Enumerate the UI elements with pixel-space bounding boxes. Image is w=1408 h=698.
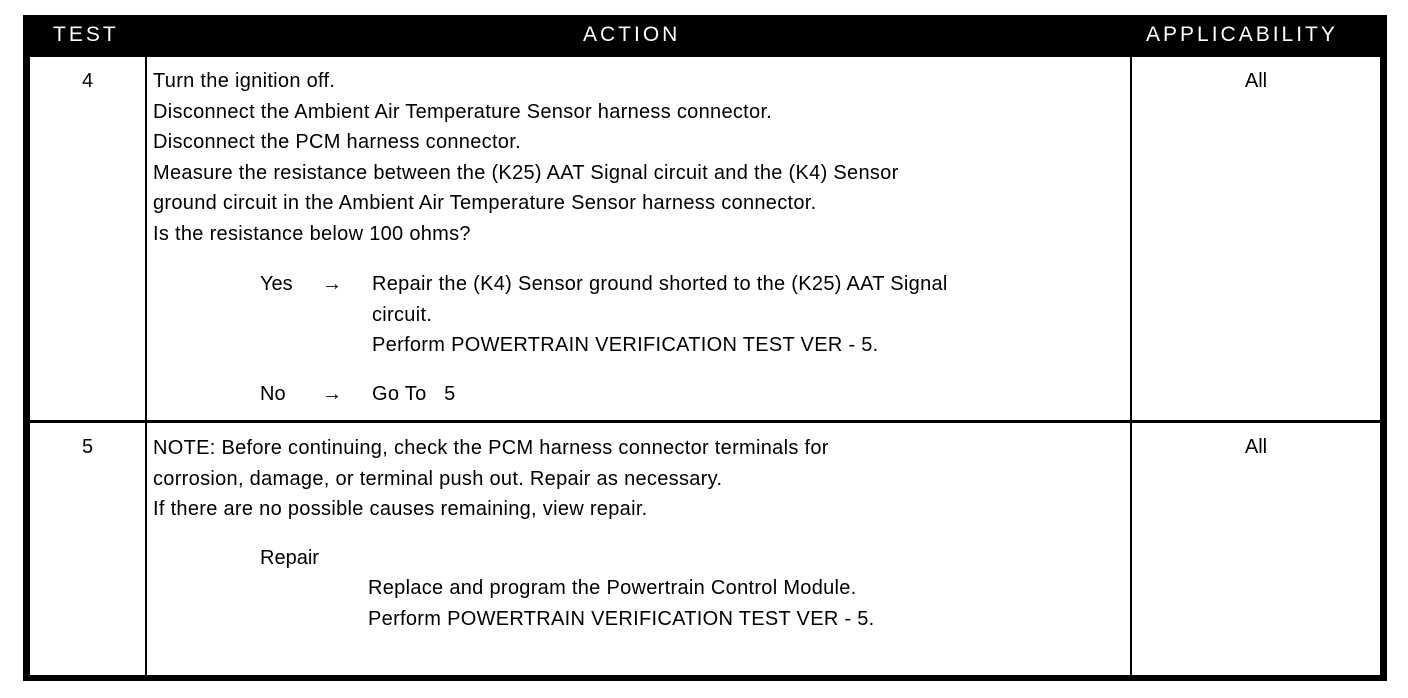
- action-line: NOTE: Before continuing, check the PCM harness connector terminals for: [153, 437, 829, 459]
- table-header: [23, 15, 1387, 55]
- header-test: TEST: [53, 23, 119, 46]
- action-line: Measure the resistance between the (K25) AAT Signal circuit and the (K4) Sensor: [153, 161, 899, 184]
- test-number-cell: [30, 423, 145, 675]
- action-line: Turn the ignition off.: [153, 70, 336, 92]
- test-number-cell: [30, 57, 145, 420]
- applicability-cell: [1132, 423, 1380, 675]
- yes-arrow: →: [322, 273, 342, 295]
- test-number: 5: [81, 436, 94, 458]
- applicability-value: All: [1244, 70, 1268, 92]
- applicability-cell: [1132, 57, 1380, 420]
- repair-line: Perform POWERTRAIN VERIFICATION TEST VER - 5.: [368, 607, 875, 630]
- header-applicability: APPLICABILITY: [1146, 23, 1338, 46]
- yes-response: [372, 269, 948, 361]
- no-arrow: →: [322, 383, 342, 405]
- action-text: [153, 433, 829, 525]
- diagnostic-test-table: [23, 15, 1387, 681]
- action-text: [153, 66, 899, 249]
- response-line: circuit.: [372, 303, 433, 326]
- repair-line: Replace and program the Powertrain Control Module.: [368, 577, 857, 599]
- response-line: Repair the (K4) Sensor ground shorted to the (K25) AAT Signal: [372, 273, 948, 295]
- no-response: Go To 5: [372, 383, 456, 405]
- no-label: No: [260, 383, 286, 405]
- yes-label: Yes: [260, 273, 293, 295]
- repair-label: Repair: [260, 547, 319, 569]
- action-line: Disconnect the PCM harness connector.: [153, 131, 521, 153]
- action-cell: [147, 423, 1130, 675]
- action-line: Disconnect the Ambient Air Temperature Sensor harness connector.: [153, 100, 773, 123]
- action-line: corrosion, damage, or terminal push out. Repair as necessary.: [153, 467, 723, 490]
- action-line: ground circuit in the Ambient Air Temperature Sensor harness connector.: [153, 192, 817, 214]
- action-line: If there are no possible causes remaining, view repair.: [153, 498, 648, 520]
- test-number: 4: [81, 70, 94, 92]
- applicability-value: All: [1244, 436, 1268, 458]
- repair-steps: [368, 573, 875, 634]
- action-line: Is the resistance below 100 ohms?: [153, 222, 471, 245]
- action-cell: [147, 57, 1130, 420]
- response-line: Perform POWERTRAIN VERIFICATION TEST VER - 5.: [372, 334, 879, 356]
- header-action: ACTION: [583, 23, 681, 46]
